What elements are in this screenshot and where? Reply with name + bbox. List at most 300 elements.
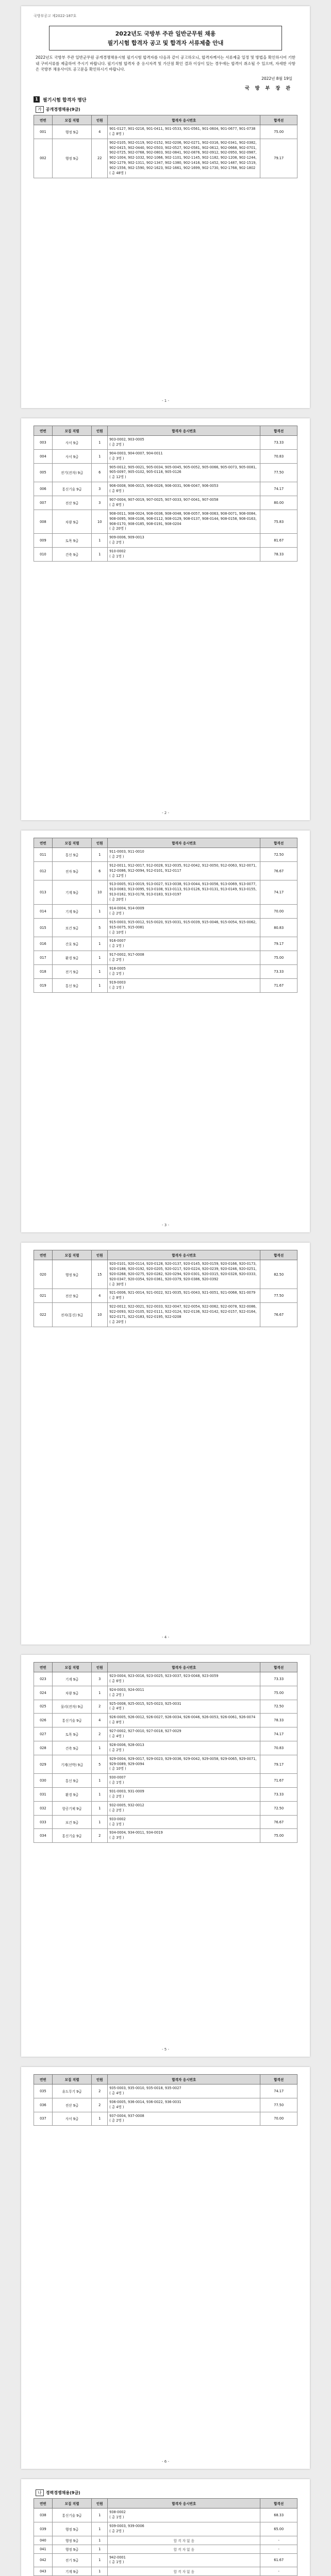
row-cutoff-score: 77.50 <box>260 2098 297 2112</box>
column-header-dept: 모집 직렬 <box>52 1663 92 1672</box>
row-count: 10 <box>92 880 108 905</box>
row-department: 전자 9급 <box>52 861 92 880</box>
row-no-applicants: 합 격 자 없 음 <box>108 2567 260 2576</box>
row-count: 1 <box>92 2509 108 2522</box>
row-number: 021 <box>34 1289 53 1303</box>
column-header-score: 합격선 <box>260 115 297 125</box>
row-cutoff-score: - <box>260 2536 297 2545</box>
row-count: 1 <box>92 548 108 562</box>
row-cutoff-score: 65.00 <box>260 2522 297 2536</box>
subsection-heading <box>36 2489 297 2496</box>
row-applicant-numbers: 926-0005, 926-0012, 926-0027, 926-0034, 926-0046, 926-0053, 926-0061, 926-0074 ( 총 8명 ) <box>108 1714 260 1727</box>
table-header-row <box>34 1250 297 1260</box>
table-slot <box>34 1250 297 1327</box>
row-no-applicants: 합 격 자 없 음 <box>108 2536 260 2545</box>
row-department: 기계 9급 <box>52 2567 92 2576</box>
column-header-dept: 모집 직렬 <box>52 115 92 125</box>
row-applicant-numbers: 915-0003, 915-0012, 915-0020, 915-0031, 915-0039, 915-0046, 915-0054, 915-0062, 915-0075, 915-0081 ( 총 10명 ) <box>108 918 260 937</box>
row-cutoff-score: 68.33 <box>260 2509 297 2522</box>
row-department: 물리(전자) 9급 <box>52 1700 92 1714</box>
row-count: 3 <box>92 482 108 496</box>
column-header-no: 연번 <box>34 2075 53 2084</box>
row-cutoff-score: 73.33 <box>260 965 297 979</box>
table-row <box>34 1801 297 1815</box>
row-applicant-numbers: 939-0003, 939-0006 ( 총 2명 ) <box>108 2522 260 2536</box>
row-cutoff-score: 75.00 <box>260 951 297 965</box>
row-cutoff-score: 80.00 <box>260 496 297 510</box>
page-5 <box>21 1655 310 2057</box>
row-applicant-numbers: 910-0002 ( 총 1명 ) <box>108 548 260 562</box>
table-row <box>34 937 297 951</box>
column-header-numbers: 합격자 응시번호 <box>108 2075 260 2084</box>
table-row <box>34 978 297 992</box>
row-number: 037 <box>34 2112 53 2126</box>
row-applicant-numbers: 931-0003, 931-0009 ( 총 2명 ) <box>108 1788 260 1802</box>
column-header-dept: 모집 직렬 <box>52 1250 92 1260</box>
row-department: 행정 9급 <box>52 1260 92 1289</box>
row-department: 사서 9급 <box>52 436 92 450</box>
table-row <box>34 880 297 905</box>
row-cutoff-score: - <box>260 2567 297 2576</box>
table-row <box>34 1672 297 1686</box>
row-department: 전산 9급 <box>52 2098 92 2112</box>
table-row <box>34 534 297 548</box>
row-number: 012 <box>34 861 53 880</box>
section-title: 필기시험 합격자 명단 <box>43 97 87 103</box>
column-header-score: 합격선 <box>260 1663 297 1672</box>
table-slot <box>34 115 297 178</box>
row-cutoff-score: 82.50 <box>260 1260 297 1289</box>
row-count: 4 <box>92 125 108 139</box>
row-applicant-numbers: 934-0004, 934-0011, 934-0019 ( 총 3명 ) <box>108 1829 260 1843</box>
row-count: 4 <box>92 1714 108 1727</box>
row-cutoff-score: 81.67 <box>260 534 297 548</box>
row-number: 003 <box>34 436 53 450</box>
column-header-no: 연번 <box>34 2499 53 2509</box>
row-department: 차량 9급 <box>52 510 92 534</box>
row-cutoff-score: 71.67 <box>260 978 297 992</box>
row-applicant-numbers: 903-0002, 903-0005 ( 총 2명 ) <box>108 436 260 450</box>
row-department: 건축 9급 <box>52 548 92 562</box>
row-cutoff-score: 70.83 <box>260 449 297 463</box>
table-row <box>34 2522 297 2536</box>
column-header-dept: 모집 직렬 <box>52 2075 92 2084</box>
row-count: 2 <box>92 1700 108 1714</box>
row-department: 유도무기 9급 <box>52 2084 92 2098</box>
row-department: 전기 9급 <box>52 965 92 979</box>
row-department: 간호 9급 <box>52 937 92 951</box>
page-footer: - 6 - <box>162 2460 169 2464</box>
table-row <box>34 965 297 979</box>
row-count: 1 <box>92 2522 108 2536</box>
row-number: 014 <box>34 905 53 919</box>
section-number: 1 <box>34 96 40 103</box>
row-number: 043 <box>34 2567 53 2576</box>
row-department: 통신기술 9급 <box>52 1714 92 1727</box>
announcement-date: 2022년 8월 19일 <box>261 76 292 81</box>
row-cutoff-score: 71.67 <box>260 1774 297 1788</box>
row-count: 1 <box>92 951 108 965</box>
table-row <box>34 2536 297 2545</box>
row-applicant-numbers: 905-0012, 905-0021, 905-0034, 905-0045, 905-0052, 905-0066, 905-0073, 905-0081, 905-0097, 905-0102, 905-0118, 905-0126 ( 총 12명 ) <box>108 463 260 482</box>
row-count: 1 <box>92 2553 108 2567</box>
table-header-row <box>34 115 297 125</box>
table-row <box>34 496 297 510</box>
row-cutoff-score: 79.17 <box>260 1755 297 1774</box>
row-number: 008 <box>34 510 53 534</box>
row-count: 1 <box>92 1788 108 1802</box>
subsection-number: 나 <box>36 2489 44 2496</box>
row-applicant-numbers: 901-0127, 901-0216, 901-0411, 901-0533, 901-0561, 901-0604, 901-0677, 901-0738 ( 총 8명 ) <box>108 125 260 139</box>
row-count: 1 <box>92 436 108 450</box>
table-row <box>34 2509 297 2522</box>
row-count: 6 <box>92 463 108 482</box>
column-header-no: 연번 <box>34 838 53 848</box>
subsection-title: 경력경쟁채용(9급) <box>45 2490 80 2495</box>
page-footer: - 4 - <box>162 1635 169 1639</box>
row-count: 5 <box>92 918 108 937</box>
page-6 <box>21 2067 310 2469</box>
table-row <box>34 1774 297 1788</box>
row-department: 전자(통신) 9급 <box>52 1303 92 1327</box>
table-row <box>34 1686 297 1700</box>
row-cutoff-score: 73.33 <box>260 436 297 450</box>
row-count: 1 <box>92 978 108 992</box>
issuer: 국 방 부 장 관 <box>244 86 292 91</box>
column-header-no: 연번 <box>34 1663 53 1672</box>
row-count: 1 <box>92 449 108 463</box>
row-department: 통신 9급 <box>52 978 92 992</box>
column-header-dept: 모집 직렬 <box>52 838 92 848</box>
row-number: 006 <box>34 482 53 496</box>
table-row <box>34 2098 297 2112</box>
row-number: 029 <box>34 1755 53 1774</box>
row-applicant-numbers: 912-0011, 912-0017, 912-0028, 912-0035, 912-0042, 912-0050, 912-0063, 912-0071, 912-0086, 912-0094, 912-0101, 912-0117 ( 총 12명 ) <box>108 861 260 880</box>
row-count: 6 <box>92 861 108 880</box>
row-count: 1 <box>92 848 108 862</box>
row-applicant-numbers: 927-0002, 927-0010, 927-0018, 927-0029 ( 총 4명 ) <box>108 1727 260 1741</box>
row-number: 004 <box>34 449 53 463</box>
row-applicant-numbers: 933-0002 ( 총 1명 ) <box>108 1815 260 1829</box>
row-cutoff-score: 77.50 <box>260 463 297 482</box>
table-row <box>34 139 297 178</box>
column-header-no: 연번 <box>34 1250 53 1260</box>
table-row <box>34 125 297 139</box>
table-row <box>34 861 297 880</box>
row-department: 전기(전자) 9급 <box>52 463 92 482</box>
table-row <box>34 918 297 937</box>
row-department: 보건 9급 <box>52 1815 92 1829</box>
column-header-count: 인원 <box>92 1250 108 1260</box>
table-row <box>34 1260 297 1289</box>
table-row <box>34 1788 297 1802</box>
row-count: 1 <box>92 1815 108 1829</box>
column-header-dept: 모집 직렬 <box>52 426 92 436</box>
column-header-numbers: 합격자 응시번호 <box>108 2499 260 2509</box>
column-header-numbers: 합격자 응시번호 <box>108 115 260 125</box>
row-applicant-numbers: 930-0007 ( 총 1명 ) <box>108 1774 260 1788</box>
row-applicant-numbers: 932-0005, 932-0012 ( 총 2명 ) <box>108 1801 260 1815</box>
table-row <box>34 2567 297 2576</box>
row-number: 041 <box>34 2545 53 2553</box>
row-count: 1 <box>92 937 108 951</box>
applicant-table <box>34 838 297 993</box>
row-number: 017 <box>34 951 53 965</box>
row-cutoff-score: 74.17 <box>260 2084 297 2098</box>
row-count: 1 <box>92 1741 108 1755</box>
row-number: 001 <box>34 125 53 139</box>
table-row <box>34 1289 297 1303</box>
page-footer: - 5 - <box>162 2047 169 2052</box>
page-3 <box>21 831 310 1232</box>
row-count: 1 <box>92 2112 108 2126</box>
row-applicant-numbers: 923-0004, 923-0016, 923-0025, 923-0037, 923-0048, 923-0059 ( 총 6명 ) <box>108 1672 260 1686</box>
row-number: 034 <box>34 1829 53 1843</box>
column-header-no: 연번 <box>34 115 53 125</box>
row-number: 013 <box>34 880 53 905</box>
row-department: 통신 9급 <box>52 848 92 862</box>
row-department: 행정 9급 <box>52 139 92 178</box>
row-count: 4 <box>92 1289 108 1303</box>
row-number: 024 <box>34 1686 53 1700</box>
applicant-table <box>34 1662 297 1843</box>
row-department: 토목 9급 <box>52 1727 92 1741</box>
column-header-score: 합격선 <box>260 426 297 436</box>
row-department: 보건 9급 <box>52 918 92 937</box>
row-department: 통신기술 9급 <box>52 1829 92 1843</box>
row-department: 기계 9급 <box>52 880 92 905</box>
row-department: 전기 9급 <box>52 2553 92 2567</box>
row-count: 10 <box>92 1303 108 1327</box>
row-cutoff-score: 80.83 <box>260 918 297 937</box>
row-number: 027 <box>34 1727 53 1741</box>
row-cutoff-score: 72.50 <box>260 848 297 862</box>
row-applicant-numbers: 902-0105, 902-0119, 902-0152, 902-0206, 902-0271, 902-0316, 902-0341, 902-0382, 902-0415, 902-0440, 902-0503, 902-0527, 902-0581, 902-0612, 902-0668, 902-0701, 902-0725, 902-0768, 902-0803, 902-0841, 902-0876, 902-0912, 902-0950, 902-0987, 902-1004, 902-1032, 902-1066, 902-1101, 902-1145, 902-1182, 902-1208, 902-1244, 902-1279, 902-1311, 902-1347, 902-1380, 902-1416, 902-1452, 902-1487, 902-1519, 902-1556, 902-1590, 902-1623, 902-1661, 902-1699, 902-1730, 902-1768, 902-1802 ( 총 48명 ) <box>108 139 260 178</box>
table-row <box>34 905 297 919</box>
row-cutoff-score: 78.33 <box>260 1714 297 1727</box>
row-applicant-numbers: 928-0006, 928-0013 ( 총 2명 ) <box>108 1741 260 1755</box>
row-number: 042 <box>34 2553 53 2567</box>
column-header-score: 합격선 <box>260 838 297 848</box>
row-number: 009 <box>34 534 53 548</box>
row-number: 007 <box>34 496 53 510</box>
row-number: 016 <box>34 937 53 951</box>
row-applicant-numbers: 935-0003, 935-0010, 935-0018, 935-0027 ( 총 4명 ) <box>108 2084 260 2098</box>
table-header-row <box>34 838 297 848</box>
row-department: 전산 9급 <box>52 1289 92 1303</box>
row-department: 차량 9급 <box>52 1686 92 1700</box>
column-header-numbers: 합격자 응시번호 <box>108 1663 260 1672</box>
column-header-no: 연번 <box>34 426 53 436</box>
row-count: 1 <box>92 965 108 979</box>
row-count: 2 <box>92 1829 108 1843</box>
column-header-score: 합격선 <box>260 2499 297 2509</box>
row-applicant-numbers: 908-0011, 908-0024, 908-0036, 908-0048, 908-0057, 908-0063, 908-0071, 908-0084, 908-0095, 908-0106, 908-0112, 908-0129, 908-0137, 908-0144, 908-0158, 908-0163, 908-0170, 908-0185, 908-0191, 908-0204 ( 총 20명 ) <box>108 510 260 534</box>
applicant-table <box>34 2074 297 2126</box>
row-applicant-numbers: 909-0006, 909-0013 ( 총 2명 ) <box>108 534 260 548</box>
row-department: 환경 9급 <box>52 951 92 965</box>
row-department: 기계 9급 <box>52 1672 92 1686</box>
table-row <box>34 2553 297 2567</box>
subsection-title: 공개경쟁채용(9급) <box>45 107 80 112</box>
row-cutoff-score: 74.17 <box>260 880 297 905</box>
row-number: 031 <box>34 1788 53 1802</box>
row-department: 행정 9급 <box>52 2536 92 2545</box>
row-count: 2 <box>92 2098 108 2112</box>
table-row <box>34 1303 297 1327</box>
table-row <box>34 848 297 862</box>
row-count: 2 <box>92 1727 108 1741</box>
page-footer: - 1 - <box>162 399 169 403</box>
row-cutoff-score: 78.33 <box>260 548 297 562</box>
row-number: 036 <box>34 2098 53 2112</box>
column-header-dept: 모집 직렬 <box>52 2499 92 2509</box>
table-header-row <box>34 1663 297 1672</box>
column-header-count: 인원 <box>92 426 108 436</box>
row-cutoff-score: 79.17 <box>260 937 297 951</box>
row-cutoff-score: 72.50 <box>260 1700 297 1714</box>
row-count: 2 <box>92 2084 108 2098</box>
row-department: 기계 9급 <box>52 905 92 919</box>
page-footer: - 2 - <box>162 811 169 815</box>
table-row <box>34 548 297 562</box>
row-cutoff-score: 75.00 <box>260 1686 297 1700</box>
table-row <box>34 1741 297 1755</box>
row-cutoff-score: 76.67 <box>260 1815 297 1829</box>
table-row <box>34 951 297 965</box>
table-slot <box>34 426 297 562</box>
table-row <box>34 1700 297 1714</box>
row-number: 019 <box>34 978 53 992</box>
row-count: 5 <box>92 1755 108 1774</box>
column-header-numbers: 합격자 응시번호 <box>108 838 260 848</box>
table-slot <box>34 2498 297 2576</box>
column-header-count: 인원 <box>92 115 108 125</box>
row-department: 행정 9급 <box>52 2545 92 2553</box>
row-department: 통신기술 9급 <box>52 482 92 496</box>
row-count: 1 <box>92 1774 108 1788</box>
row-count: 1 <box>92 2536 108 2545</box>
row-department: 행정 9급 <box>52 2522 92 2536</box>
row-applicant-numbers: 920-0101, 920-0114, 920-0128, 920-0137, 920-0145, 920-0159, 920-0166, 920-0173, 920-0188, 920-0192, 920-0205, 920-0217, 920-0224, 920-0239, 920-0246, 920-0251, 920-0268, 920-0275, 920-0282, 920-0294, 920-0301, 920-0315, 920-0328, 920-0333, 920-0347, 920-0354, 920-0361, 920-0379, 920-0386, 920-0392 ( 총 30명 ) <box>108 1260 260 1289</box>
document-pages <box>0 6 331 2576</box>
row-number: 026 <box>34 1714 53 1727</box>
row-number: 035 <box>34 2084 53 2098</box>
notice-number: 국방부공고 제2022-187호 <box>34 14 77 18</box>
row-count: 3 <box>92 1672 108 1686</box>
row-cutoff-score: 73.33 <box>260 1788 297 1802</box>
row-department: 사서 9급 <box>52 2112 92 2126</box>
row-number: 039 <box>34 2522 53 2536</box>
subsection-heading <box>36 106 297 113</box>
row-cutoff-score: 74.17 <box>260 482 297 496</box>
row-department: 행정 9급 <box>52 125 92 139</box>
table-slot <box>34 838 297 993</box>
row-count: 1 <box>92 534 108 548</box>
row-number: 025 <box>34 1700 53 1714</box>
row-department: 토목 9급 <box>52 534 92 548</box>
row-number: 018 <box>34 965 53 979</box>
row-count: 1 <box>92 2567 108 2576</box>
row-department: 사서 9급 <box>52 449 92 463</box>
row-cutoff-score: 75.83 <box>260 510 297 534</box>
table-row <box>34 1727 297 1741</box>
row-count: 3 <box>92 496 108 510</box>
row-applicant-numbers: 906-0008, 906-0015, 906-0026, 906-0031, 906-0047, 906-0053 ( 총 6명 ) <box>108 482 260 496</box>
table-row <box>34 436 297 450</box>
row-department: 항공기체 9급 <box>52 1801 92 1815</box>
row-department: 기계(선박) 9급 <box>52 1755 92 1774</box>
applicant-table <box>34 1250 297 1327</box>
row-number: 032 <box>34 1801 53 1815</box>
column-header-numbers: 합격자 응시번호 <box>108 426 260 436</box>
row-number: 023 <box>34 1672 53 1686</box>
table-row <box>34 2084 297 2098</box>
table-row <box>34 449 297 463</box>
row-department: 환경 9급 <box>52 1788 92 1802</box>
row-department: 건축 9급 <box>52 1741 92 1755</box>
row-number: 010 <box>34 548 53 562</box>
table-row <box>34 2112 297 2126</box>
table-row <box>34 1815 297 1829</box>
row-cutoff-score: 70.83 <box>260 1741 297 1755</box>
row-applicant-numbers: 914-0004, 914-0009 ( 총 2명 ) <box>108 905 260 919</box>
applicant-table <box>34 2498 297 2576</box>
section-1-heading <box>34 96 297 103</box>
table-row <box>34 463 297 482</box>
row-applicant-numbers: 938-0002 ( 총 1명 ) <box>108 2509 260 2522</box>
row-applicant-numbers: 936-0005, 936-0014, 936-0022, 936-0031 ( 총 4명 ) <box>108 2098 260 2112</box>
row-no-applicants: 합 격 자 없 음 <box>108 2545 260 2553</box>
table-slot <box>34 2074 297 2126</box>
row-count: 22 <box>92 139 108 178</box>
document-title-line1: 2022년도 국방부 주관 일반군무원 채용 <box>115 30 216 37</box>
row-number: 030 <box>34 1774 53 1788</box>
row-applicant-numbers: 922-0012, 922-0021, 922-0033, 922-0047, 922-0054, 922-0062, 922-0078, 922-0086, 922-0093, 922-0105, 922-0111, 922-0124, 922-0136, 922-0142, 922-0157, 922-0164, 922-0171, 922-0183, 922-0195, 922-0208 ( 총 20명 ) <box>108 1303 260 1327</box>
row-cutoff-score: 77.50 <box>260 1289 297 1303</box>
row-applicant-numbers: 919-0003 ( 총 1명 ) <box>108 978 260 992</box>
row-applicant-numbers: 904-0003, 904-0007, 904-0011 ( 총 3명 ) <box>108 449 260 463</box>
row-applicant-numbers: 929-0004, 929-0017, 929-0023, 929-0036, 929-0042, 929-0058, 929-0065, 929-0071, 929-0089, 929-0094 ( 총 10명 ) <box>108 1755 260 1774</box>
row-count: 10 <box>92 510 108 534</box>
row-number: 015 <box>34 918 53 937</box>
intro-paragraph: 2022년도 국방부 주관 일반군무원 공개경쟁채용시험 필기시험 합격자를 다음과 같이 공고하오니, 합격자께서는 서류제출 일정 및 방법을 확인하시어 기한 내 구비서류를 제출하여 주시기 바랍니다. 필기시험 합격자 중 응시자격 및 가산점 확인 결과 이상이 있는 경우에는 합격이 취소될 수 있으며, 자세한 사항은 국방부 채용사이트 공고문을 확인하시기 바랍니다. <box>36 55 295 72</box>
row-number: 002 <box>34 139 53 178</box>
row-count: 1 <box>92 2545 108 2553</box>
applicant-table <box>34 115 297 178</box>
table-row <box>34 2545 297 2553</box>
column-header-count: 인원 <box>92 2075 108 2084</box>
page-4 <box>21 1243 310 1645</box>
document-title-line2: 필기시험 합격자 공고 및 합격자 서류제출 안내 <box>107 40 224 46</box>
row-number: 038 <box>34 2509 53 2522</box>
column-header-score: 합격선 <box>260 2075 297 2084</box>
row-cutoff-score: 75.00 <box>260 125 297 139</box>
column-header-count: 인원 <box>92 2499 108 2509</box>
page-2 <box>21 418 310 820</box>
row-cutoff-score: 75.00 <box>260 1829 297 1843</box>
row-count: 15 <box>92 1260 108 1289</box>
table-row <box>34 510 297 534</box>
row-cutoff-score: 70.00 <box>260 2112 297 2126</box>
column-header-score: 합격선 <box>260 1250 297 1260</box>
row-applicant-numbers: 916-0007 ( 총 1명 ) <box>108 937 260 951</box>
row-department: 전산 9급 <box>52 496 92 510</box>
table-header-row <box>34 426 297 436</box>
row-cutoff-score: 76.67 <box>260 861 297 880</box>
row-applicant-numbers: 937-0004, 937-0008 ( 총 2명 ) <box>108 2112 260 2126</box>
subsection-number: 가 <box>36 106 44 113</box>
